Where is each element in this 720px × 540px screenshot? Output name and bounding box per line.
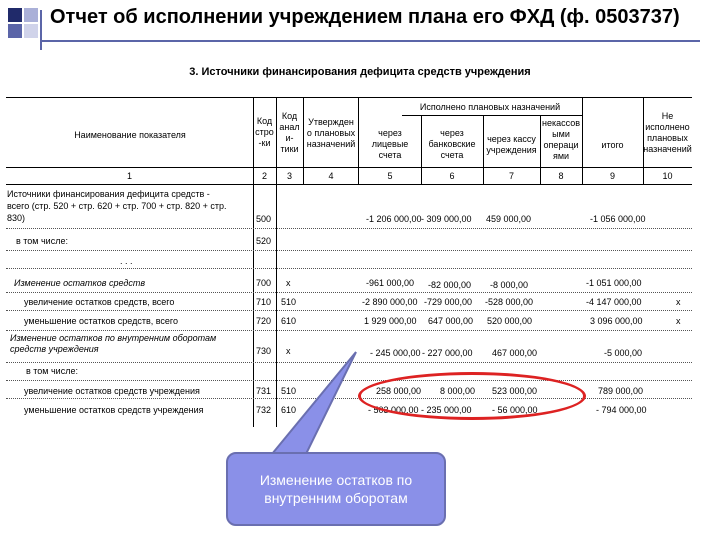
row-code: 500 [256, 214, 272, 224]
value-personal-accounts: - 245 000,00 [370, 348, 421, 358]
row-code: 732 [256, 405, 272, 415]
value-bank-accounts: 8 000,00 [440, 386, 476, 396]
header-approved: Утвержден о плановых назначений [306, 117, 356, 149]
value-total: -1 056 000,00 [590, 214, 646, 224]
value-cash-desk: -528 000,00 [485, 297, 534, 307]
row-code: 720 [256, 316, 272, 326]
row-code: 731 [256, 386, 272, 396]
header-bank-accounts: через банковские счета [428, 128, 476, 160]
row-code: 520 [256, 236, 272, 246]
value-bank-accounts: -729 000,00 [424, 297, 473, 307]
row-name: в том числе: [16, 236, 68, 246]
header-non-cash: некассов ыми операци ями [541, 118, 580, 161]
row-name: Изменение остатков по внутренним оборотам средств учреждения [10, 333, 217, 354]
column-number: 9 [609, 171, 615, 181]
value-cash-desk: 520 000,00 [487, 316, 533, 326]
row-name: увеличение остатков средств, всего [24, 297, 175, 307]
value-bank-accounts: -82 000,00 [428, 280, 472, 290]
column-number: 2 [261, 171, 267, 181]
section-title: 3. Источники финансирования дефицита средств учреждения [189, 66, 531, 78]
header-total: итого [601, 140, 624, 150]
column-number: 6 [449, 171, 455, 181]
value-personal-accounts: 1 929 000,00 [364, 316, 417, 326]
value-bank-accounts: 647 000,00 [428, 316, 474, 326]
row-analytic: x [286, 346, 291, 356]
header-cash-desk: через кассу учреждения [486, 134, 537, 155]
value-bank-accounts: - 227 000,00 [422, 348, 473, 358]
value-cash-desk: - 56 000,00 [492, 405, 538, 415]
value-total: -4 147 000,00 [586, 297, 642, 307]
column-number: 5 [387, 171, 393, 181]
header-executed-group: Исполнено плановых назначений [419, 102, 561, 112]
value-not-executed: x [676, 316, 681, 326]
row-analytic: 510 [281, 386, 297, 396]
value-cash-desk: 467 000,00 [492, 348, 538, 358]
column-number: 7 [508, 171, 514, 181]
row-analytic: 610 [281, 316, 297, 326]
row-name: уменьшение остатков средств учреждения [24, 405, 204, 415]
header-personal-accounts: через лицевые счета [371, 128, 409, 160]
callout-box [226, 452, 446, 526]
column-number: 1 [126, 171, 132, 181]
row-name: увеличение остатков средств учреждения [24, 386, 200, 396]
row-name: Источники финансирования дефицита средств - всего (стр. 520 + стр. 620 + стр. 700 + стр. 820 + стр. 830) [7, 189, 227, 223]
value-bank-accounts: - 235 000,00 [421, 405, 472, 415]
value-total: 789 000,00 [598, 386, 644, 396]
value-cash-desk: 459 000,00 [486, 214, 532, 224]
row-name: . . . [120, 256, 133, 266]
value-personal-accounts: -2 890 000,00 [362, 297, 418, 307]
value-personal-accounts: - 503 000,00 [368, 405, 419, 415]
column-number: 10 [662, 171, 673, 181]
row-analytic: x [286, 278, 291, 288]
value-not-executed: x [676, 297, 681, 307]
header-row-code: Код стро -ки [255, 116, 274, 148]
column-number: 4 [328, 171, 334, 181]
value-cash-desk: 523 000,00 [492, 386, 538, 396]
row-code: 730 [256, 346, 272, 356]
value-total: -5 000,00 [604, 348, 643, 358]
value-personal-accounts: -1 206 000,00 [366, 214, 422, 224]
header-not-executed: Не исполнено плановых назначений [643, 111, 692, 154]
row-name: уменьшение остатков средств, всего [24, 316, 179, 326]
value-total: - 794 000,00 [596, 405, 647, 415]
row-name: Изменение остатков средств [14, 278, 146, 288]
column-number: 8 [558, 171, 564, 181]
column-number: 3 [286, 171, 292, 181]
header-analytics-code: Код анал и- тики [279, 111, 300, 154]
row-code: 700 [256, 278, 272, 288]
value-total: 3 096 000,00 [590, 316, 643, 326]
row-analytic: 510 [281, 297, 297, 307]
header-name: Наименование показателя [74, 130, 186, 140]
slide-title: Отчет об исполнении учреждением плана его ФХД (ф. 0503737) [50, 6, 680, 28]
callout-text: Изменение остатков по внутренним оборотам [259, 472, 413, 506]
value-personal-accounts: -961 000,00 [366, 278, 415, 288]
value-bank-accounts: - 309 000,00 [421, 214, 472, 224]
value-personal-accounts: 258 000,00 [376, 386, 422, 396]
value-total: -1 051 000,00 [586, 278, 642, 288]
row-code: 710 [256, 297, 272, 307]
row-name: в том числе: [26, 366, 78, 376]
value-cash-desk: -8 000,00 [490, 280, 529, 290]
row-analytic: 610 [281, 405, 297, 415]
